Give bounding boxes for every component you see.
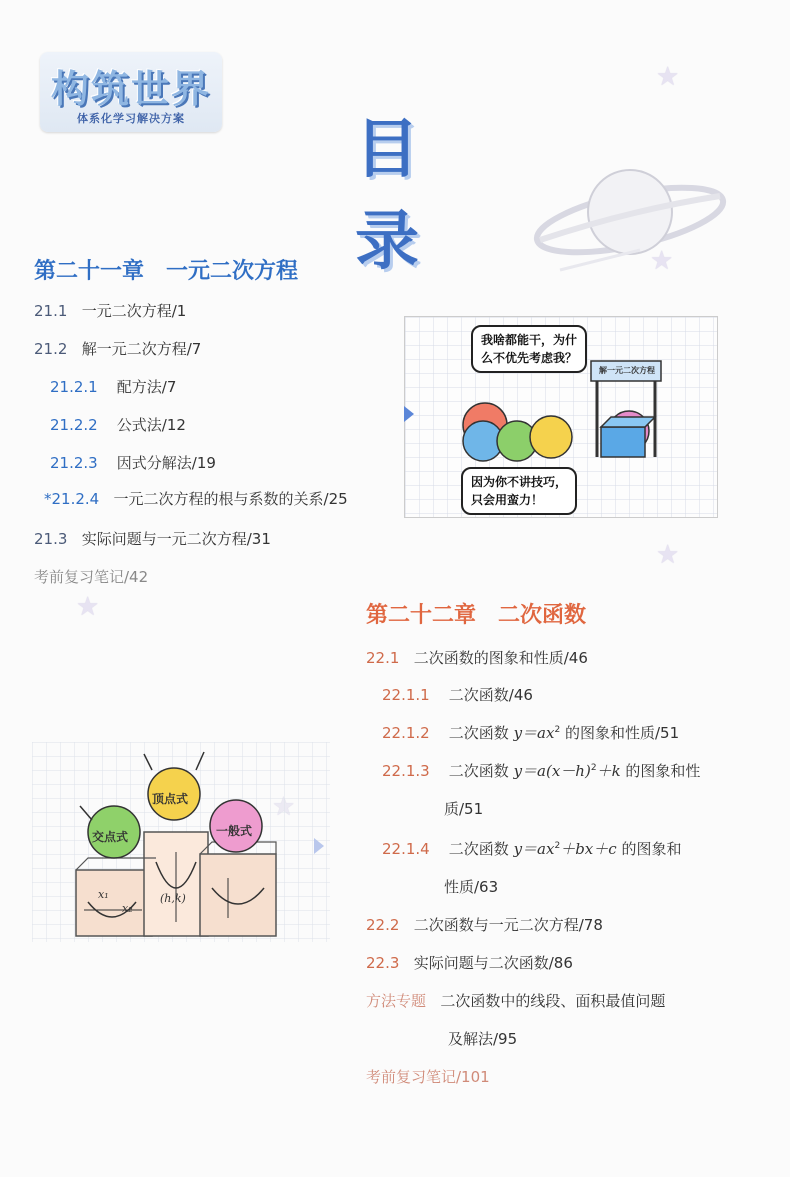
illustration-cartoon-methods — [404, 316, 718, 518]
speech-bubble-bottom: 因为你不讲技巧， 只会用蛮力！ — [461, 467, 577, 515]
section-number: 22.2 — [366, 916, 400, 934]
section-title: 配方法/7 — [116, 378, 177, 396]
toc-entry[interactable] — [366, 647, 588, 668]
graph-label: (h,k) — [160, 892, 186, 905]
toc-entry[interactable] — [50, 376, 176, 397]
graph-label: x₂ — [122, 902, 133, 915]
star-icon: ★ — [656, 62, 680, 92]
speech-bubble-top: 我啥都能干，为什 么不优先考虑我？ — [471, 325, 587, 373]
tab-marker-icon — [404, 406, 414, 422]
section-number: 21.1 — [34, 302, 68, 320]
section-title: 考前复习笔记/42 — [34, 568, 149, 586]
ball-label: 顶点式 — [152, 792, 189, 806]
toc-entry[interactable] — [34, 338, 201, 359]
section-number: 21.3 — [34, 530, 68, 548]
logo-main-text: 构筑世界 — [50, 67, 211, 111]
section-title: 因式分解法/19 — [116, 454, 216, 472]
star-icon: ★ — [650, 246, 674, 276]
section-title: 解一元二次方程/7 — [81, 340, 202, 358]
logo-subtitle: 体系化学习解决方案 — [77, 112, 185, 125]
toc-entry[interactable] — [382, 684, 533, 705]
section-number: 22.1.2 — [382, 724, 430, 742]
podium-drawing — [32, 742, 330, 942]
toc-entry[interactable] — [50, 414, 186, 435]
toc-entry[interactable] — [366, 952, 573, 973]
section-number: 21.2.2 — [50, 416, 98, 434]
brand-logo — [40, 52, 222, 132]
star-icon: ★ — [656, 540, 680, 570]
tab-marker-icon — [314, 838, 324, 854]
toc-entry[interactable] — [44, 488, 348, 509]
planet-decoration — [520, 150, 750, 280]
page-title: 目 录 — [355, 112, 445, 279]
toc-entry-continuation: 性质/63 — [444, 878, 499, 896]
toc-entry[interactable]: 22.1.4 二次函数 $y=ax^2+bx+c$ 的图象和 — [382, 840, 682, 858]
toc-entry[interactable] — [34, 528, 271, 549]
toc-entry-method[interactable] — [366, 990, 665, 1011]
section-title: 一元二次方程/1 — [81, 302, 187, 320]
toc-entry[interactable] — [366, 914, 603, 935]
toc-entry-continuation: 及解法/95 — [448, 1030, 518, 1048]
section-title: 公式法/12 — [116, 416, 186, 434]
section-title: 二次函数/46 — [448, 686, 533, 704]
illustration-podium — [32, 742, 330, 942]
star-icon: ★ — [76, 592, 100, 622]
ball-label: 交点式 — [92, 830, 129, 844]
toc-entry[interactable] — [50, 452, 216, 473]
section-number: 方法专题 — [366, 992, 427, 1010]
section-number: 22.1.3 — [382, 762, 430, 780]
ball-label: 一般式 — [216, 824, 253, 838]
section-number: 22.1 — [366, 649, 400, 667]
section-title: 二次函数中的线段、面积最值问题 — [440, 992, 666, 1010]
chapter-21-heading: 第二十一章 一元二次方程 — [34, 259, 299, 284]
section-title: 实际问题与一元二次方程/31 — [81, 530, 271, 548]
section-title: 考前复习笔记/101 — [366, 1068, 490, 1086]
section-number: 21.2.3 — [50, 454, 98, 472]
section-number: 21.2 — [34, 340, 68, 358]
section-number: 22.1.4 — [382, 840, 430, 858]
toc-entry[interactable]: 22.1.3 二次函数 $y=a(x-h)^2+k$ 的图象和性 — [382, 762, 701, 780]
section-number: 21.2.1 — [50, 378, 98, 396]
section-title: 二次函数的图象和性质/46 — [413, 649, 588, 667]
graph-label: x₁ — [98, 888, 109, 901]
toc-entry-review[interactable] — [34, 566, 148, 587]
section-title: 实际问题与二次函数/86 — [413, 954, 573, 972]
section-title: 二次函数与一元二次方程/78 — [413, 916, 603, 934]
toc-entry-review[interactable] — [366, 1066, 490, 1087]
chapter-22-heading: 第二十二章 二次函数 — [366, 603, 587, 628]
toc-entry[interactable] — [34, 300, 186, 321]
section-number: 22.3 — [366, 954, 400, 972]
toc-entry-continuation: 质/51 — [444, 800, 484, 818]
section-number: 22.1.1 — [382, 686, 430, 704]
toc-entry[interactable]: 22.1.2 二次函数 $y=ax^2$ 的图象和性质/51 — [382, 724, 680, 742]
gate-banner: 解一元二次方程 — [599, 366, 655, 375]
section-title: 一元二次方程的根与系数的关系/25 — [113, 490, 348, 508]
section-number: *21.2.4 — [44, 490, 100, 508]
